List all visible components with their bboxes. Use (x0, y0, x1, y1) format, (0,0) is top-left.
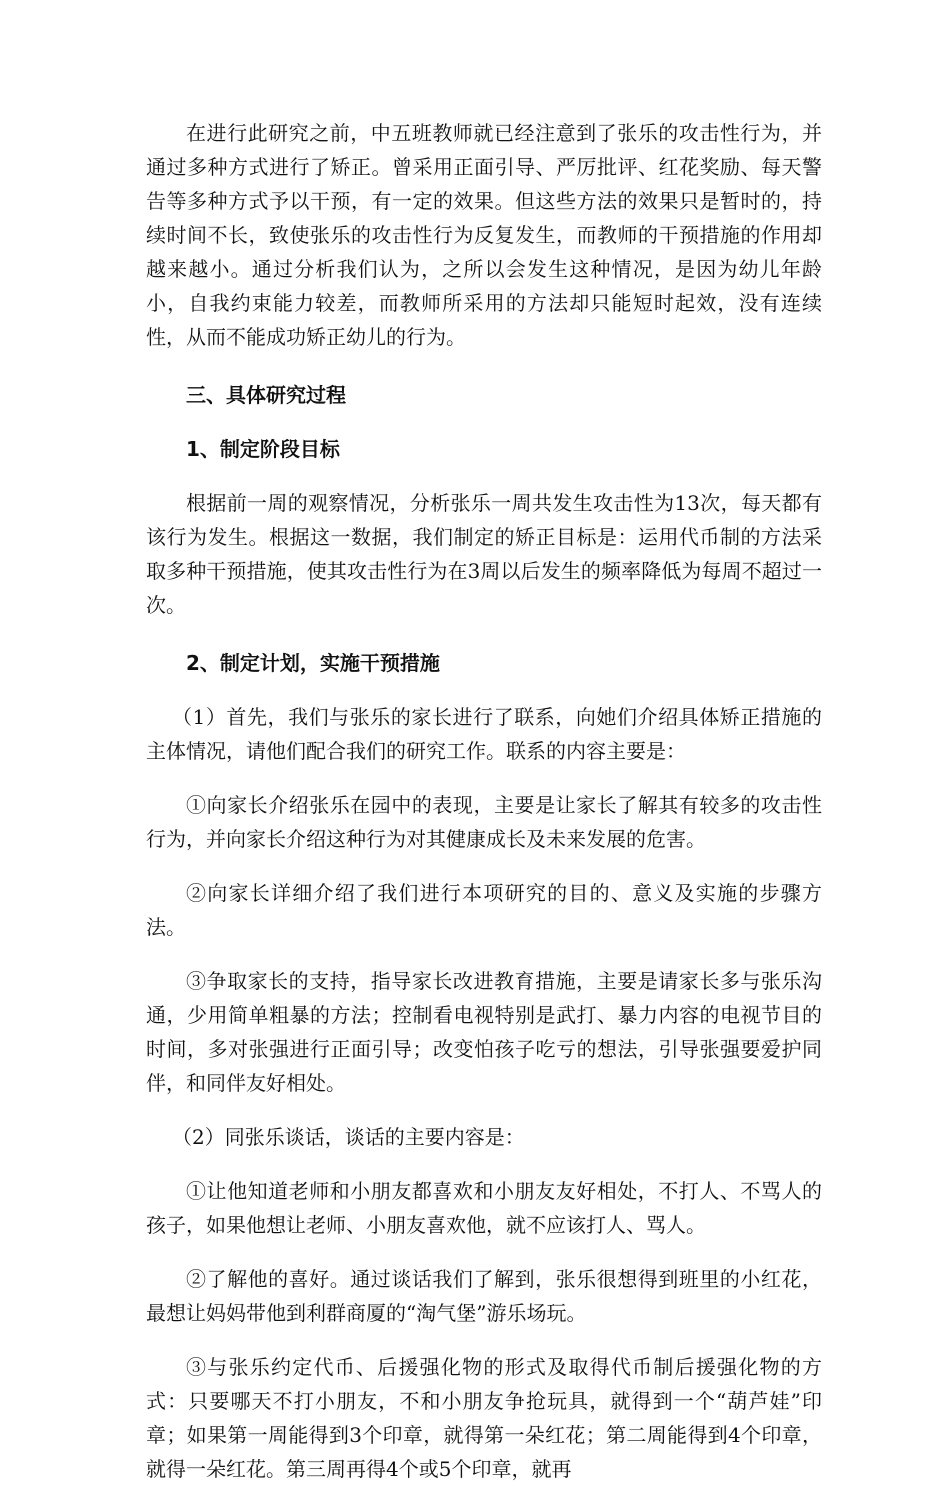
list-item-talk-3: ③与张乐约定代币、后援强化物的形式及取得代币制后援强化物的方式：只要哪天不打小朋友，不和小朋友争抢玩具，就得到一个“葫芦娃”印章；如果第一周能得到3个印章，就得第一朵红花；第二周能得到4个印章，就得一朵红花。第三周再得4个或5个印章，就再 (146, 1355, 822, 1481)
paragraph-contact-parents: （1）首先，我们与张乐的家长进行了联系，向她们介绍具体矫正措施的主体情况，请他们配合我们的研究工作。联系的内容主要是： (146, 705, 822, 763)
document-body (146, 116, 822, 1486)
list-item-talk-1: ①让他知道老师和小朋友都喜欢和小朋友友好相处，不打人、不骂人的孩子，如果他想让老师、小朋友喜欢他，就不应该打人、骂人。 (146, 1179, 822, 1237)
list-item-parents-1: ①向家长介绍张乐在园中的表现，主要是让家长了解其有较多的攻击性行为，并向家长介绍这种行为对其健康成长及未来发展的危害。 (146, 793, 822, 851)
list-item-parents-2: ②向家长详细介绍了我们进行本项研究的目的、意义及实施的步骤方法。 (146, 881, 822, 939)
paragraph-talk-child: （2）同张乐谈话，谈话的主要内容是： (172, 1125, 525, 1149)
paragraph-goal: 根据前一周的观察情况，分析张乐一周共发生攻击性为13次，每天都有该行为发生。根据这一数据，我们制定的矫正目标是：运用代币制的方法采取多种干预措施，使其攻击性行为在3周以后发生的频率降低为每周不超过一次。 (146, 491, 822, 617)
list-item-talk-2: ②了解他的喜好。通过谈话我们了解到，张乐很想得到班里的小红花，最想让妈妈带他到利群商厦的“淘气堡”游乐场玩。 (146, 1267, 822, 1325)
subsection-heading-plan: 2、制定计划，实施干预措施 (186, 651, 440, 675)
list-item-parents-3: ③争取家长的支持，指导家长改进教育措施，主要是请家长多与张乐沟通，少用简单粗暴的方法；控制看电视特别是武打、暴力内容的电视节目的时间，多对张强进行正面引导；改变怕孩子吃亏的想法，引导张强要爱护同伴，和同伴友好相处。 (146, 969, 822, 1095)
subsection-heading-stage-goals: 1、制定阶段目标 (186, 437, 340, 461)
paragraph-intro: 在进行此研究之前，中五班教师就已经注意到了张乐的攻击性行为，并通过多种方式进行了矫正。曾采用正面引导、严厉批评、红花奖励、每天警告等多种方式予以干预，有一定的效果。但这些方法的效果只是暂时的，持续时间不长，致使张乐的攻击性行为反复发生，而教师的干预措施的作用却越来越小。通过分析我们认为，之所以会发生这种情况，是因为幼儿年龄小，自我约束能力较差，而教师所采用的方法却只能短时起效，没有连续性，从而不能成功矫正幼儿的行为。 (146, 121, 822, 349)
section-heading-research-process: 三、具体研究过程 (186, 383, 346, 407)
